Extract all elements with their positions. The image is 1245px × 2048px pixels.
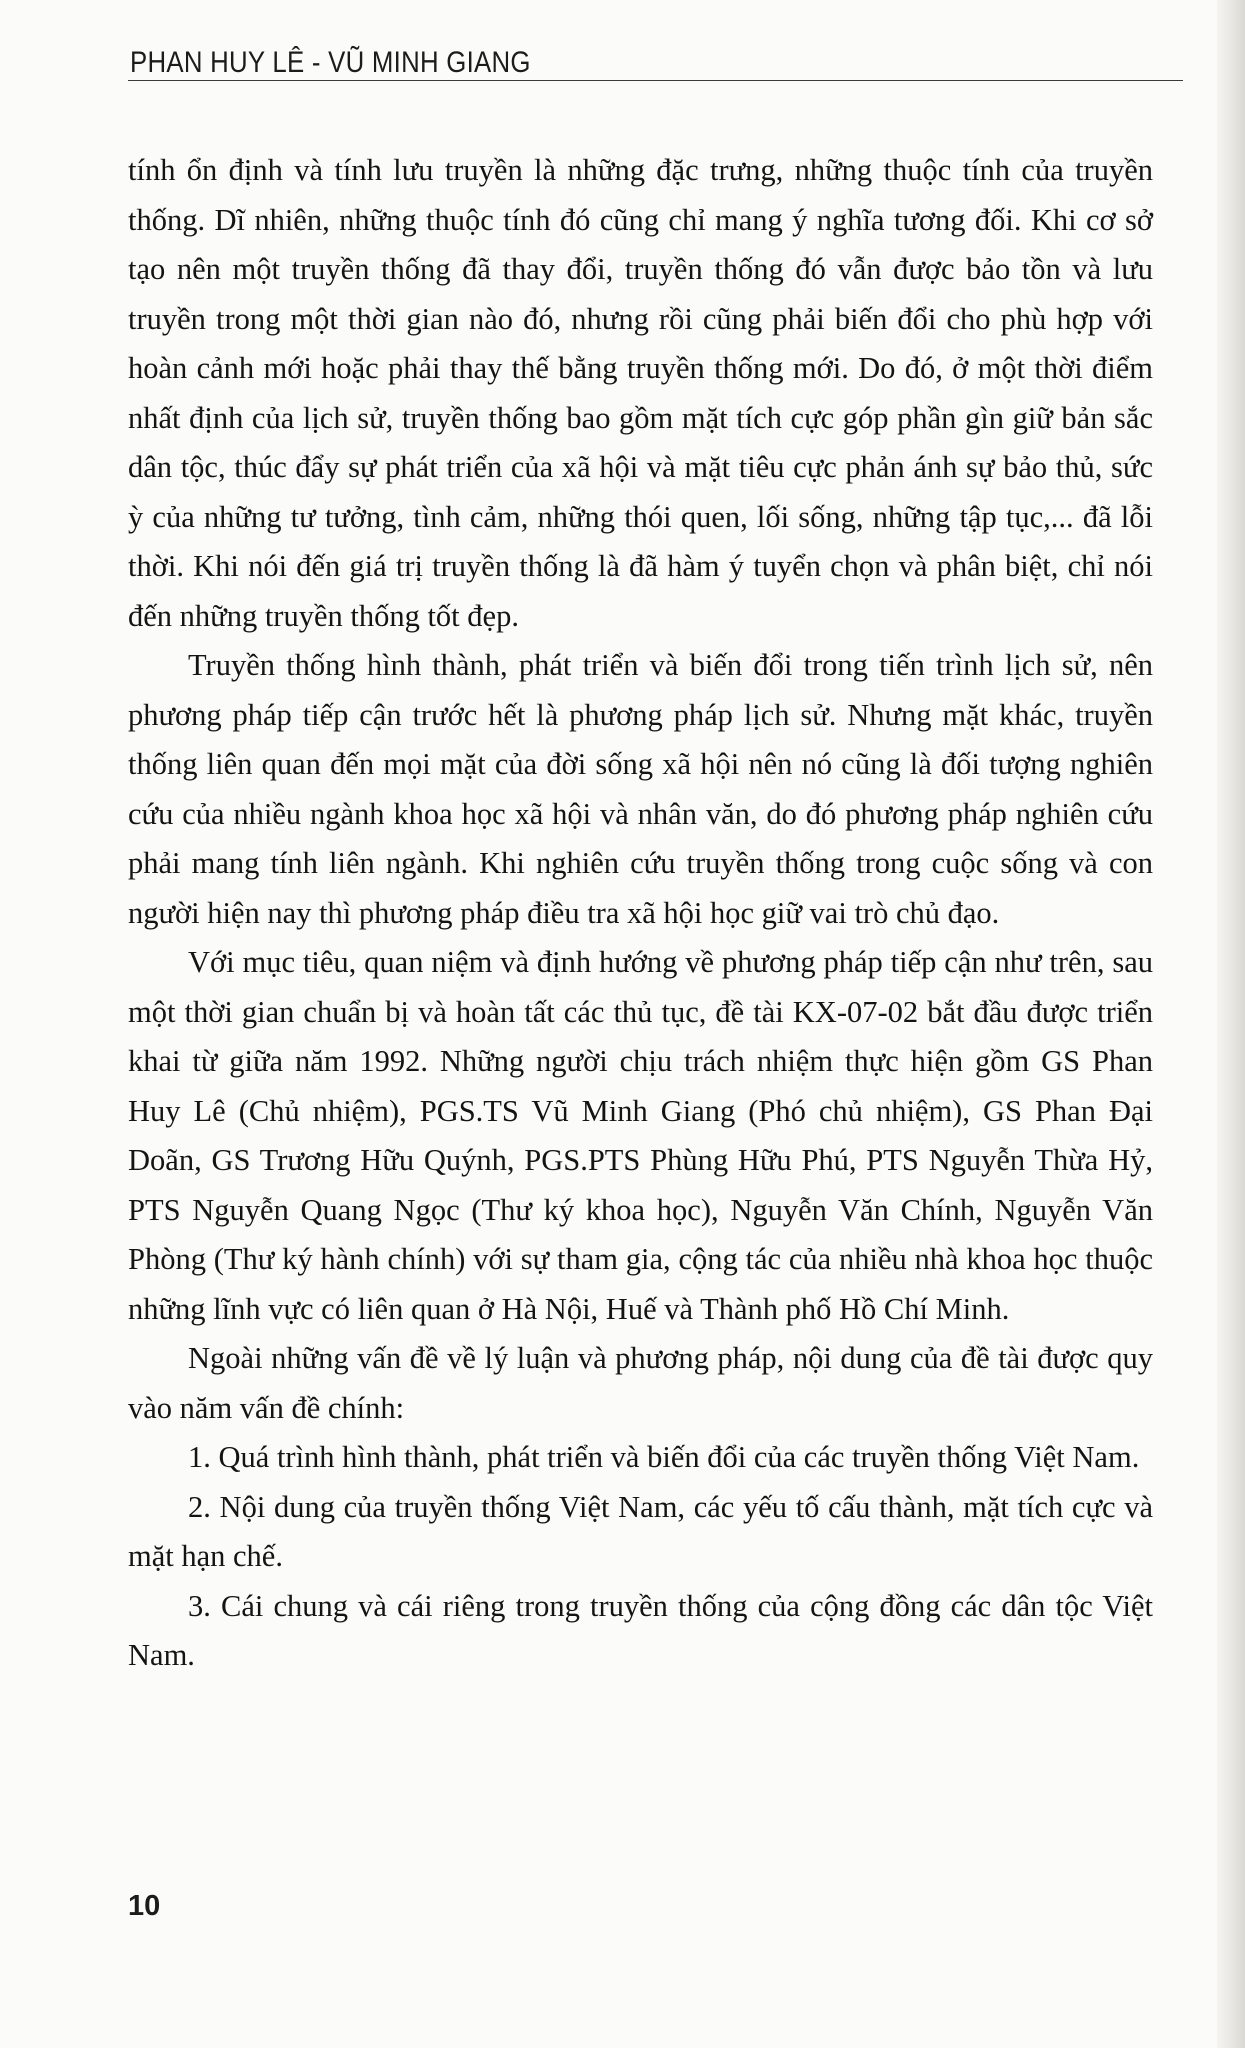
header-rule (128, 80, 1183, 81)
paragraph: Ngoài những vấn đề về lý luận và phương pháp, nội dung của đề tài được quy vào năm vấn đề chính: (128, 1341, 1153, 1425)
paragraph-continued: tính ổn định và tính lưu truyền là những đặc trưng, những thuộc tính của truyền thống. Dĩ nhiên, những thuộc tính đó cũng chỉ mang ý nghĩa tương đối. Khi cơ sở tạo nên một truyền thống đã thay đổi, truyền thống đó vẫn được bảo tồn và lưu truyền trong một thời gian nào đó, nhưng rồi cũng phải biến đổi cho phù hợp với hoàn cảnh mới hoặc phải thay thế bằng truyền thống mới. Do đó, ở một thời điểm nhất định của lịch sử, truyền thống bao gồm mặt tích cực góp phần gìn giữ bản sắc dân tộc, thúc đẩy sự phát triển của xã hội và mặt tiêu cực phản ánh sự bảo thủ, sức ỳ của những tư tưởng, tình cảm, những thói quen, lối sống, những tập tục,... đã lỗi thời. Khi nói đến giá trị truyền thống là đã hàm ý tuyển chọn và phân biệt, chỉ nói đến những truyền thống tốt đẹp. (128, 153, 1153, 633)
body-text (128, 146, 1153, 1681)
list-item: 2. Nội dung của truyền thống Việt Nam, các yếu tố cấu thành, mặt tích cực và mặt hạn chế. (128, 1489, 1153, 1573)
list-item: 1. Quá trình hình thành, phát triển và biến đổi của các truyền thống Việt Nam. (188, 1440, 1140, 1474)
list-item: 3. Cái chung và cái riêng trong truyền thống của cộng đồng các dân tộc Việt Nam. (128, 1588, 1153, 1672)
page-edge-shadow (1217, 0, 1245, 2048)
page-number: 10 (128, 1890, 161, 1922)
paragraph: Truyền thống hình thành, phát triển và biến đổi trong tiến trình lịch sử, nên phương pháp tiếp cận trước hết là phương pháp lịch sử. Nhưng mặt khác, truyền thống liên quan đến mọi mặt của đời sống xã hội nên nó cũng là đối tượng nghiên cứu của nhiều ngành khoa học xã hội và nhân văn, do đó phương pháp nghiên cứu phải mang tính liên ngành. Khi nghiên cứu truyền thống trong cuộc sống và con người hiện nay thì phương pháp điều tra xã hội học giữ vai trò chủ đạo. (128, 648, 1153, 930)
running-head: PHAN HUY LÊ - VŨ MINH GIANG (130, 46, 531, 79)
paragraph: Với mục tiêu, quan niệm và định hướng về phương pháp tiếp cận như trên, sau một thời gian chuẩn bị và hoàn tất các thủ tục, đề tài KX-07-02 bắt đầu được triển khai từ giữa năm 1992. Những người chịu trách nhiệm thực hiện gồm GS Phan Huy Lê (Chủ nhiệm), PGS.TS Vũ Minh Giang (Phó chủ nhiệm), GS Phan Đại Doãn, GS Trương Hữu Quýnh, PGS.PTS Phùng Hữu Phú, PTS Nguyễn Thừa Hỷ, PTS Nguyễn Quang Ngọc (Thư ký khoa học), Nguyễn Văn Chính, Nguyễn Văn Phòng (Thư ký hành chính) với sự tham gia, cộng tác của nhiều nhà khoa học thuộc những lĩnh vực có liên quan ở Hà Nội, Huế và Thành phố Hồ Chí Minh. (128, 945, 1153, 1326)
